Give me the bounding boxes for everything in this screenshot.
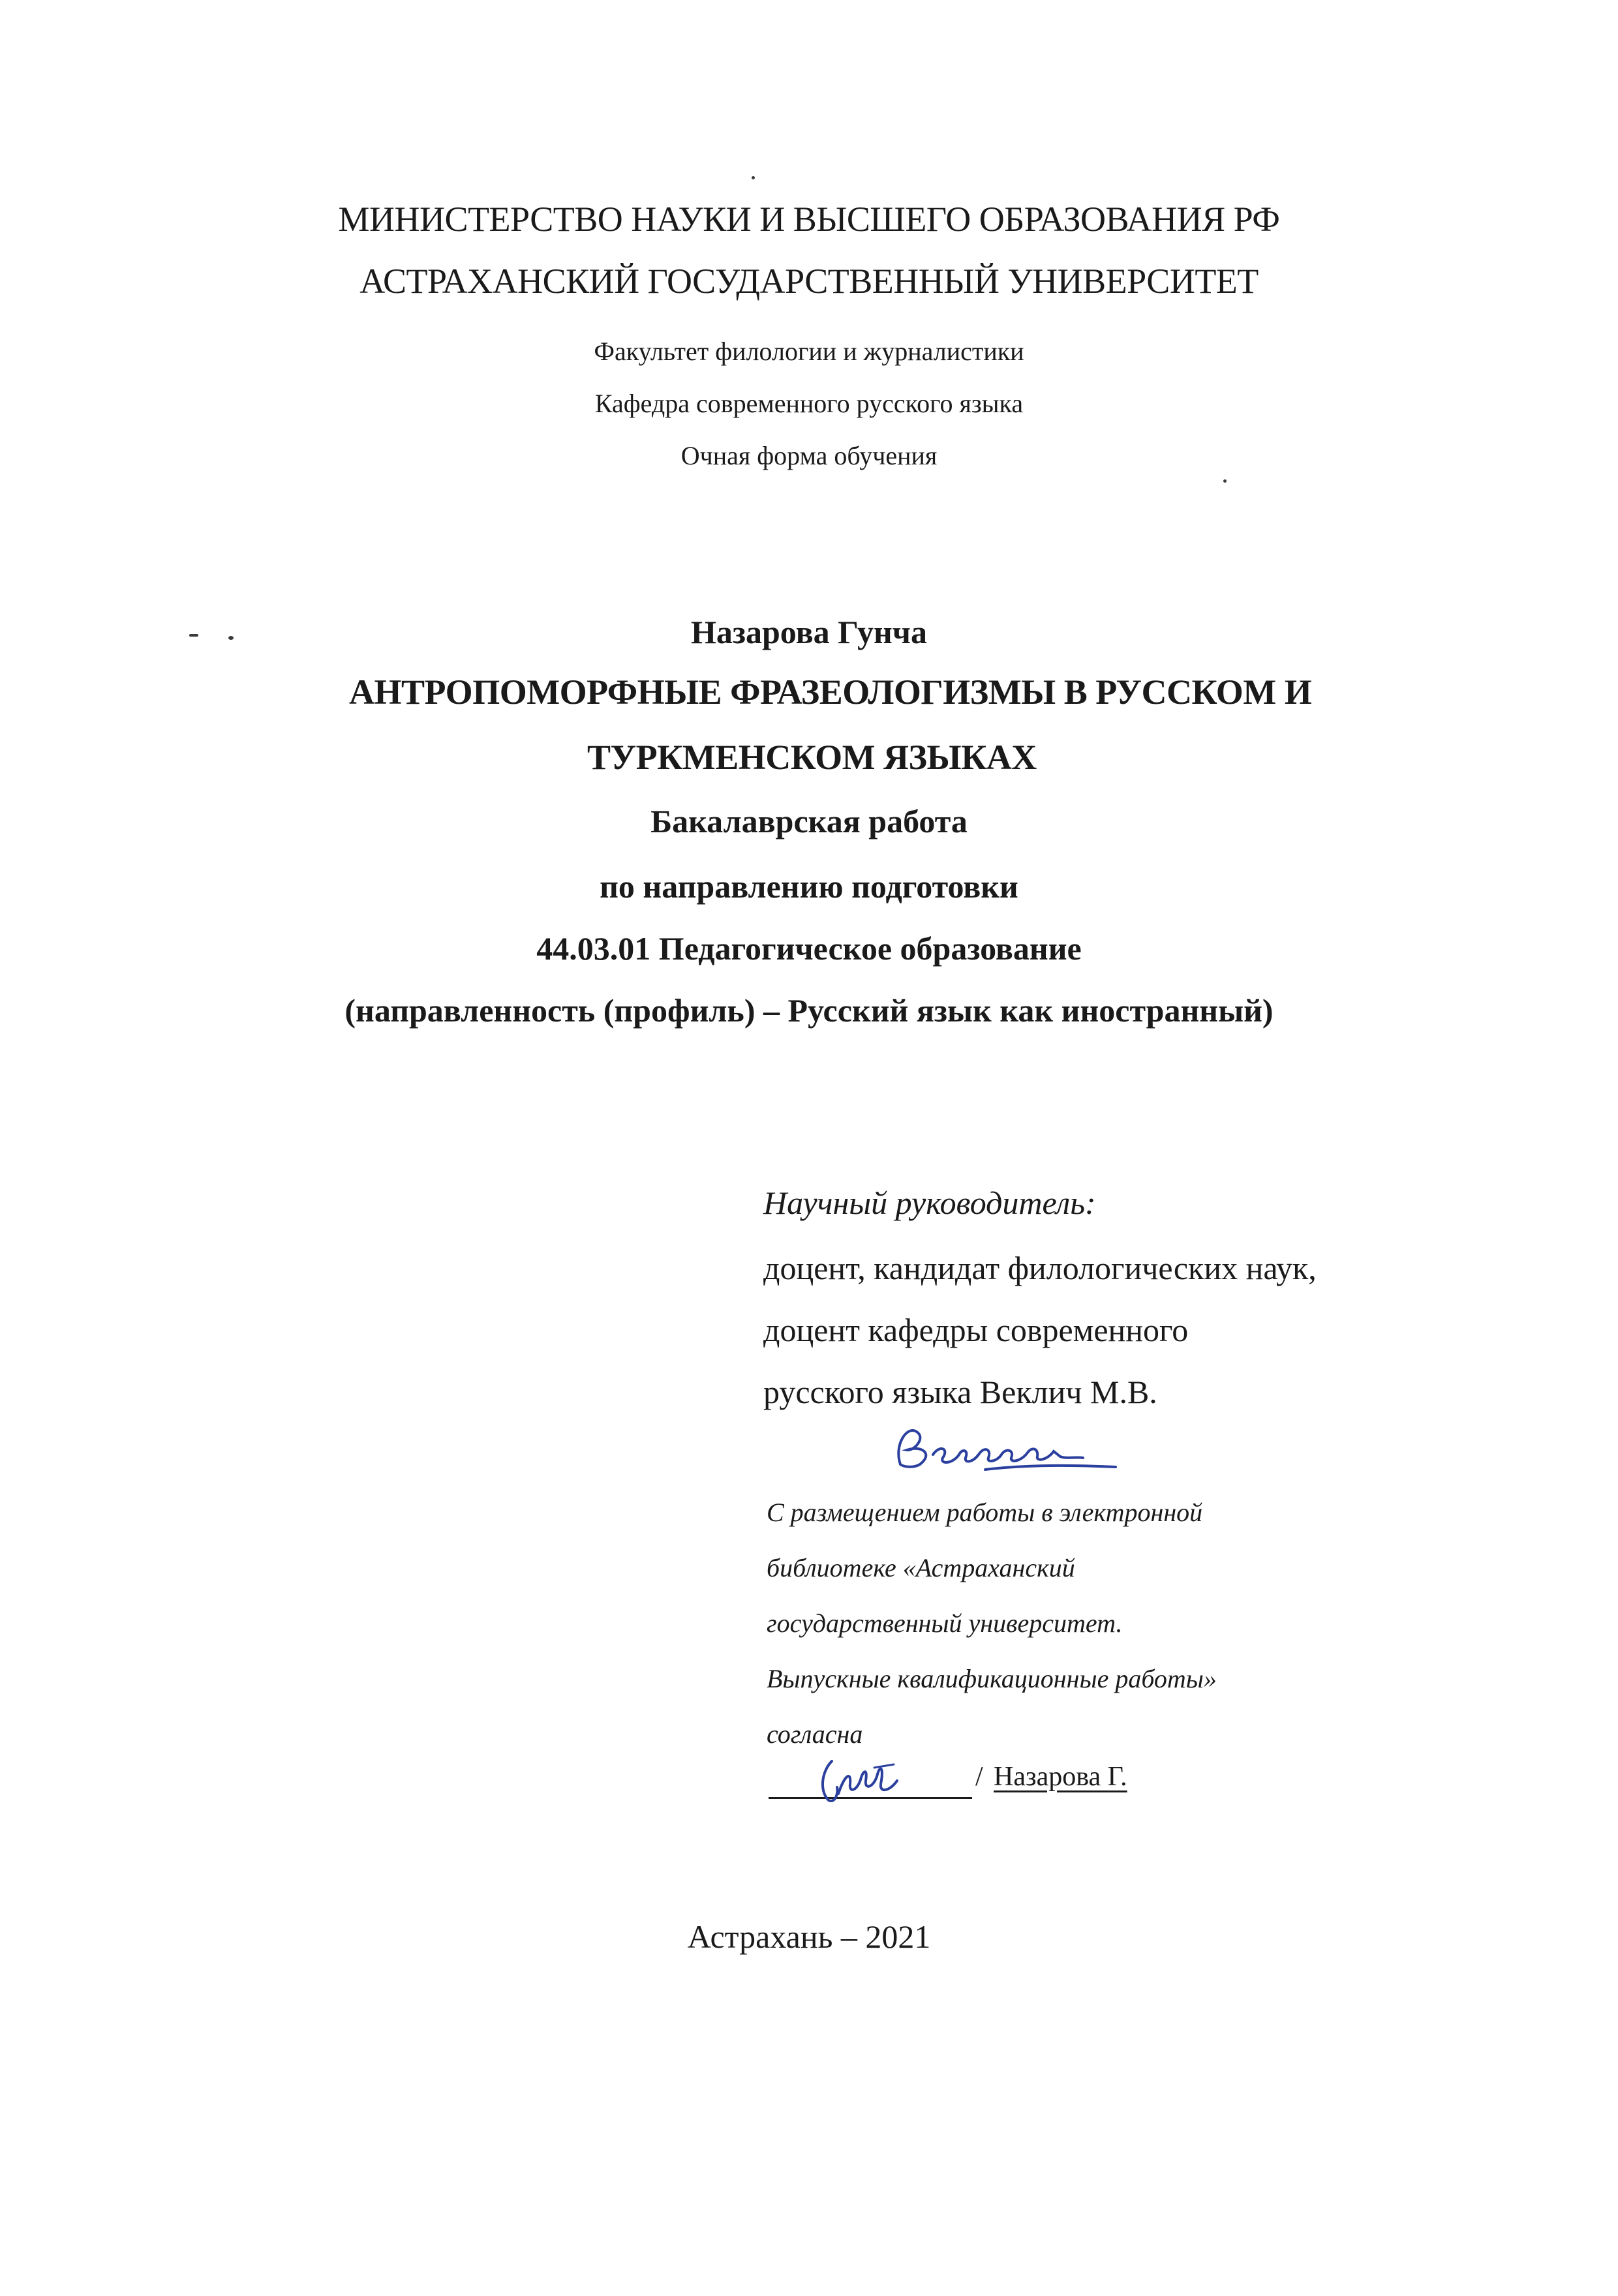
department-name: Кафедра современного русского языка <box>594 389 1024 418</box>
consent-line-2: библиотеке «Астраханский <box>767 1553 1075 1582</box>
consent-line-3: государственный университет. <box>767 1609 1123 1638</box>
consent-line-4: Выпускные квалификационные работы» <box>767 1664 1217 1693</box>
faculty-name: Факультет филологии и журналистики <box>594 337 1024 366</box>
direction-intro: по направлению подготовки <box>600 868 1018 905</box>
study-form: Очная форма обучения <box>680 441 938 470</box>
scan-speck <box>228 636 234 640</box>
ministry-name: МИНИСТЕРСТВО НАУКИ И ВЫСШЕГО ОБРАЗОВАНИЯ РФ <box>338 200 1280 239</box>
student-name: Назарова Г. <box>994 1762 1127 1792</box>
consent-line-5: согласна <box>767 1719 863 1749</box>
supervisor-line-1: доцент, кандидат филологических наук, <box>763 1250 1317 1286</box>
supervisor-signature <box>887 1419 1122 1477</box>
profile: (направленность (профиль) – Русский язык как иностранный) <box>344 992 1274 1029</box>
student-signature <box>812 1755 904 1807</box>
scan-speck <box>752 176 755 179</box>
supervisor-line-2: доцент кафедры современного <box>763 1312 1189 1348</box>
direction-code: 44.03.01 Педагогическое образование <box>536 930 1082 967</box>
signature-slash: / <box>975 1762 983 1792</box>
scan-speck <box>189 634 198 637</box>
work-type: Бакалаврская работа <box>650 803 968 839</box>
consent-line-1: С размещением работы в электронной <box>767 1498 1203 1527</box>
work-title-line-2: ТУРКМЕНСКОМ ЯЗЫКАХ <box>587 738 1037 777</box>
work-title-line-1: АНТРОПОМОРФНЫЕ ФРАЗЕОЛОГИЗМЫ В РУССКОМ И <box>349 672 1312 712</box>
city-year: Астрахань – 2021 <box>687 1918 931 1955</box>
supervisor-label: Научный руководитель: <box>763 1185 1096 1221</box>
supervisor-line-3: русского языка Веклич М.В. <box>763 1374 1157 1410</box>
scan-speck <box>1223 479 1227 483</box>
author-name: Назарова Гунча <box>691 614 927 650</box>
university-name: АСТРАХАНСКИЙ ГОСУДАРСТВЕННЫЙ УНИВЕРСИТЕТ <box>359 262 1259 301</box>
